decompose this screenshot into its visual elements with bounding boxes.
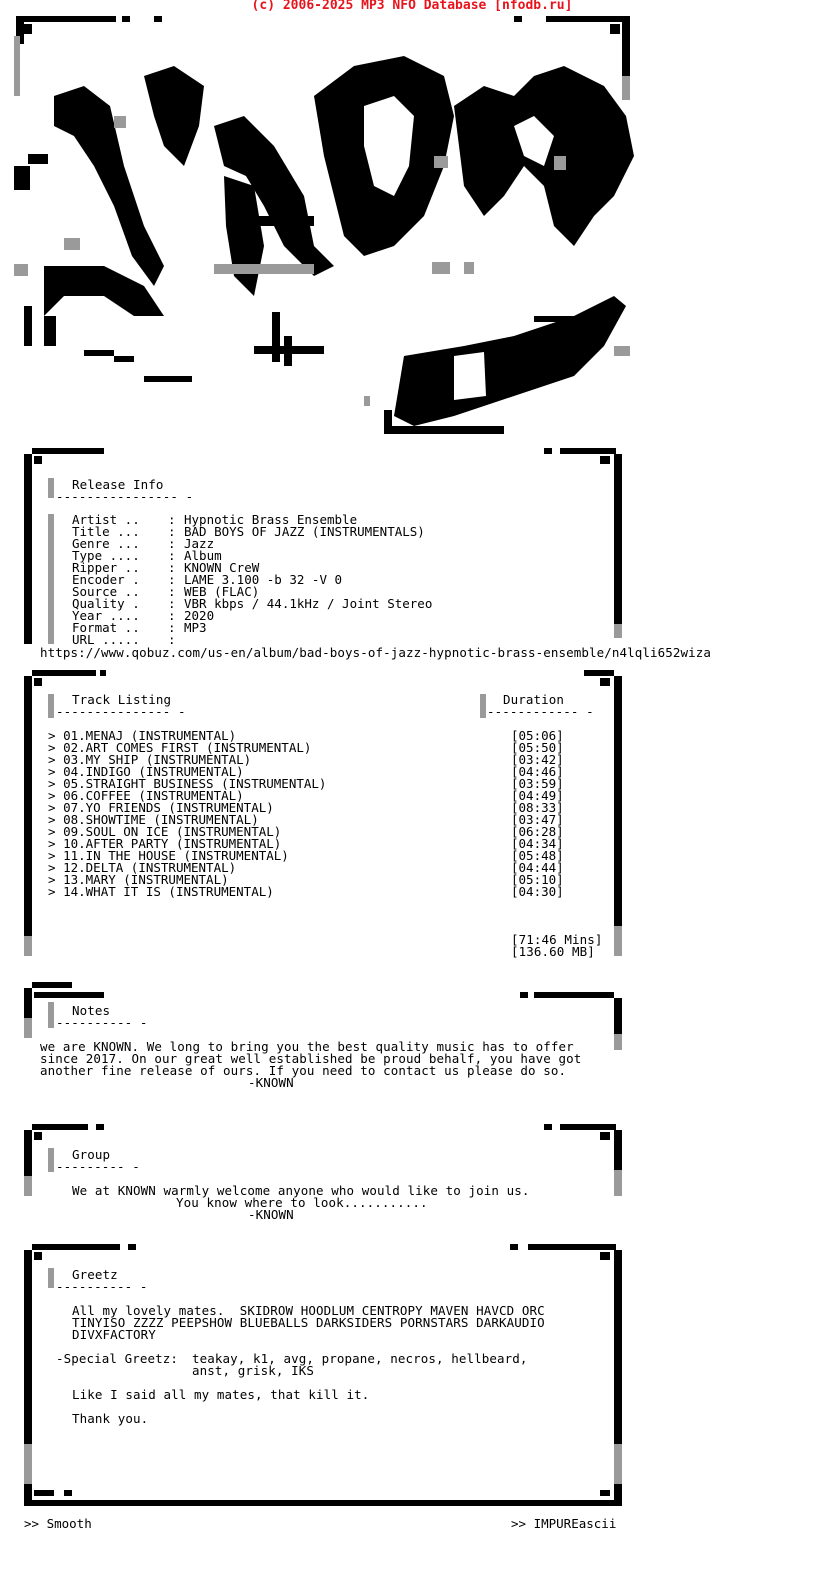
release-info-separator: : — [168, 620, 176, 635]
release-info-title: Release Info — [72, 477, 164, 492]
track-prefix: > — [48, 764, 56, 779]
track-name: 11.IN THE HOUSE (INSTRUMENTAL) — [63, 848, 289, 863]
track-prefix: > — [48, 884, 56, 899]
release-info-separator: : — [168, 536, 176, 551]
track-prefix: > — [48, 848, 56, 863]
release-info-value: WEB (FLAC) — [184, 584, 260, 599]
track-name: 14.WHAT IT IS (INSTRUMENTAL) — [63, 884, 274, 899]
track-duration: [05:06] — [511, 728, 564, 743]
duration-underline: ------------ - — [487, 704, 594, 719]
track-duration: [08:33] — [511, 800, 564, 815]
release-info-separator: : — [168, 596, 176, 611]
known-logo-art — [14, 16, 640, 446]
release-info-key: Quality . — [72, 596, 140, 611]
release-info-separator: : — [168, 524, 176, 539]
footer-credit-right: >> IMPUREascii — [511, 1516, 617, 1531]
release-info-key: Year .... — [72, 608, 140, 623]
release-info-value: KNOWN CreW — [184, 560, 260, 575]
track-duration: [04:34] — [511, 836, 564, 851]
release-info-value: LAME 3.100 -b 32 -V 0 — [184, 572, 343, 587]
track-row — [48, 886, 588, 898]
track-name: 10.AFTER PARTY (INSTRUMENTAL) — [63, 836, 282, 851]
track-name: 02.ART COMES FIRST (INSTRUMENTAL) — [63, 740, 312, 755]
release-info-key: Encoder . — [72, 572, 140, 587]
track-prefix: > — [48, 836, 56, 851]
track-prefix: > — [48, 872, 56, 887]
total-size: [136.60 MB] — [511, 944, 595, 959]
track-duration: [03:47] — [511, 812, 564, 827]
track-duration: [06:28] — [511, 824, 564, 839]
group-underline: --------- - — [56, 1159, 140, 1174]
total-time: [71:46 Mins] — [511, 932, 603, 947]
release-info-key: Title ... — [72, 524, 140, 539]
release-info-separator: : — [168, 512, 176, 527]
duration-title: Duration — [503, 692, 565, 707]
release-info-separator: : — [168, 608, 176, 623]
notes-title: Notes — [72, 1003, 111, 1018]
release-info-separator: : — [168, 548, 176, 563]
greetz-outro-1: Like I said all my mates, that kill it. — [72, 1387, 370, 1402]
track-name: 03.MY SHIP (INSTRUMENTAL) — [63, 752, 252, 767]
track-prefix: > — [48, 824, 56, 839]
logo-tag: sM — [574, 83, 589, 97]
special-greetz-line-1: teakay, k1, avg, propane, necros, hellbeard, — [192, 1351, 528, 1366]
release-info-value: Hypnotic Brass Ensemble — [184, 512, 358, 527]
release-info-value: Jazz — [184, 536, 215, 551]
release-info-table — [72, 514, 432, 646]
greetz-title: Greetz — [72, 1267, 118, 1282]
track-duration: [03:42] — [511, 752, 564, 767]
track-prefix: > — [48, 788, 56, 803]
track-list — [48, 730, 588, 898]
track-prefix: > — [48, 752, 56, 767]
track-duration: [04:44] — [511, 860, 564, 875]
footer-credit-left: >> Smooth — [24, 1516, 92, 1531]
release-info-key: Artist .. — [72, 512, 140, 527]
track-name: 01.MENAJ (INSTRUMENTAL) — [63, 728, 237, 743]
track-listing-title: Track Listing — [72, 692, 172, 707]
release-info-key: Type .... — [72, 548, 140, 563]
track-duration: [03:59] — [511, 776, 564, 791]
track-duration: [04:49] — [511, 788, 564, 803]
track-prefix: > — [48, 800, 56, 815]
track-name: 05.STRAIGHT BUSINESS (INSTRUMENTAL) — [63, 776, 327, 791]
release-info-value: Album — [184, 548, 222, 563]
release-info-value: 2020 — [184, 608, 215, 623]
release-url[interactable]: https://www.qobuz.com/us-en/album/bad-boys-of-jazz-hypnotic-brass-ensemble/n4lqli652wiza — [40, 645, 712, 660]
group-line-2: You know where to look........... — [176, 1195, 428, 1210]
release-info-separator: : — [168, 572, 176, 587]
site-header: (c) 2006-2025 MP3 NFO Database [nfodb.ru] — [251, 0, 573, 13]
greetz-line-2: TINYISO ZZZZ PEEPSHOW BLUEBALLS DARKSIDERS PORNSTARS DARKAUDIO — [72, 1315, 545, 1330]
track-prefix: > — [48, 740, 56, 755]
special-greetz-line-2: anst, grisk, IKS — [192, 1363, 315, 1378]
release-info-separator: : — [168, 584, 176, 599]
notes-line-2: since 2017. On our great well established be proud behalf, you have got — [40, 1051, 582, 1066]
track-name: 08.SHOWTIME (INSTRUMENTAL) — [63, 812, 259, 827]
greetz-line-1: All my lovely mates. SKIDROW HOODLUM CENTROPY MAVEN HAVCD ORC — [72, 1303, 545, 1318]
group-line-1: We at KNOWN warmly welcome anyone who would like to join us. — [72, 1183, 530, 1198]
release-info-value: BAD BOYS OF JAZZ (INSTRUMENTALS) — [184, 524, 425, 539]
release-info-key: Format .. — [72, 620, 140, 635]
release-info-key: Genre ... — [72, 536, 140, 551]
track-prefix: > — [48, 860, 56, 875]
track-name: 12.DELTA (INSTRUMENTAL) — [63, 860, 237, 875]
track-prefix: > — [48, 728, 56, 743]
notes-line-3: another fine release of ours. If you need to contact us please do so. — [40, 1063, 567, 1078]
track-duration: [04:46] — [511, 764, 564, 779]
track-name: 06.COFFEE (INSTRUMENTAL) — [63, 788, 244, 803]
release-info-key: Ripper .. — [72, 560, 140, 575]
notes-signature: -KNOWN — [248, 1075, 294, 1090]
release-info-underline: ---------------- - — [56, 489, 194, 504]
track-name: 13.MARY (INSTRUMENTAL) — [63, 872, 229, 887]
notes-underline: ---------- - — [56, 1015, 148, 1030]
greetz-line-3: DIVXFACTORY — [72, 1327, 156, 1342]
track-name: 09.SOUL ON ICE (INSTRUMENTAL) — [63, 824, 282, 839]
track-listing-underline: --------------- - — [56, 704, 186, 719]
group-title: Group — [72, 1147, 111, 1162]
track-name: 04.INDIGO (INSTRUMENTAL) — [63, 764, 244, 779]
greetz-outro-2: Thank you. — [72, 1411, 149, 1426]
special-greetz-label: -Special Greetz: — [56, 1351, 179, 1366]
release-info-value: MP3 — [184, 620, 207, 635]
track-prefix: > — [48, 776, 56, 791]
notes-line-1: we are KNOWN. We long to bring you the best quality music has to offer — [40, 1039, 574, 1054]
track-prefix: > — [48, 812, 56, 827]
track-duration: [05:48] — [511, 848, 564, 863]
group-signature: -KNOWN — [248, 1207, 294, 1222]
track-duration: [05:50] — [511, 740, 564, 755]
release-info-separator: : — [168, 560, 176, 575]
release-info-key: URL ..... — [72, 632, 140, 647]
release-info-key: Source .. — [72, 584, 140, 599]
release-info-value: VBR kbps / 44.1kHz / Joint Stereo — [184, 596, 433, 611]
track-duration: [05:10] — [511, 872, 564, 887]
track-name: 07.YO FRIENDS (INSTRUMENTAL) — [63, 800, 274, 815]
track-duration: [04:30] — [511, 884, 564, 899]
release-info-separator: : — [168, 632, 176, 647]
greetz-underline: ---------- - — [56, 1279, 148, 1294]
